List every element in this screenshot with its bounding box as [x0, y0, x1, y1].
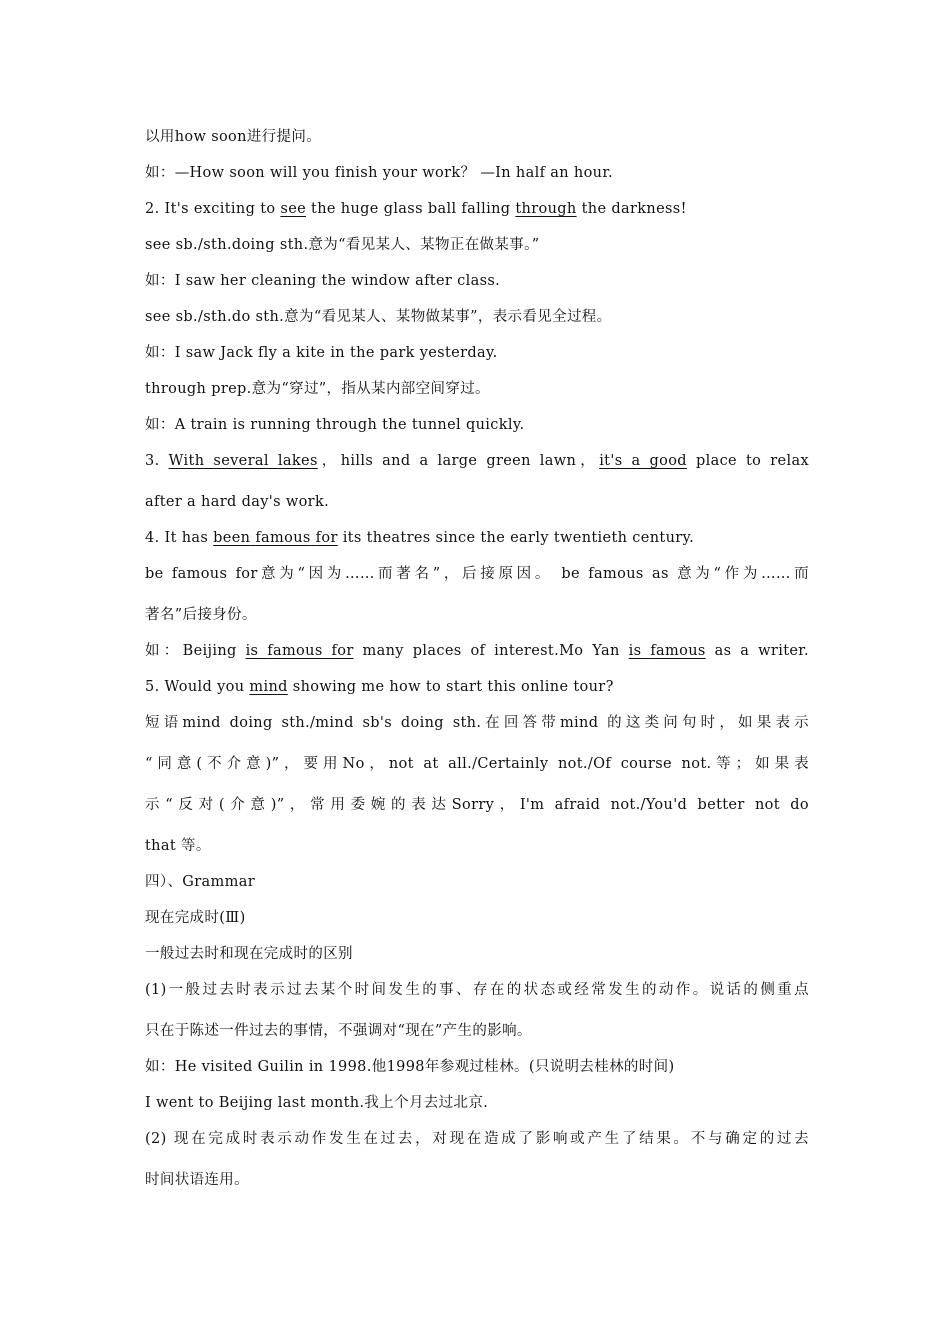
example-line: 如：I saw her cleaning the window after class.: [145, 273, 501, 289]
text-line: 以用how soon进行提问。: [145, 129, 322, 145]
underlined-phrase: famous: [650, 643, 706, 659]
underlined-phrase: good: [649, 453, 687, 469]
numbered-sentence-3: 3. With several lakes，hills and a large green lawn，it's a good place to relax: [145, 453, 809, 469]
underlined-phrase: With: [168, 453, 205, 469]
example-line: 如：A train is running through the tunnel quickly.: [145, 417, 525, 433]
underlined-phrase: mind: [249, 679, 288, 695]
underlined-phrase: been: [213, 530, 251, 546]
text-line: after a hard day's work.: [145, 494, 330, 510]
underlined-phrase: famous: [255, 530, 311, 546]
text-line: 只在于陈述一件过去的事情，不强调对“现在”产生的影响。: [145, 1023, 532, 1039]
subheading: 现在完成时(Ⅲ): [145, 910, 246, 926]
text-line: 时间状语连用。: [145, 1172, 249, 1188]
numbered-sentence-4: 4. It has been famous for its theatres since the early twentieth century.: [145, 530, 695, 546]
section-heading: 四）、Grammar: [145, 874, 255, 890]
underlined-phrase: for: [315, 530, 338, 546]
text-line: that 等。: [145, 838, 211, 854]
underlined-phrase: it's: [599, 453, 623, 469]
text-line: “同意(不介意)”，要用No，not at all./Certainly not./Of course not.等；如果表: [145, 756, 809, 772]
text-line: through prep.意为“穿过”，指从某内部空间穿过。: [145, 381, 490, 397]
text-line: see sb./sth.doing sth.意为“看见某人、某物正在做某事。”: [145, 237, 540, 253]
example-line: 如：Beijing is famous for many places of interest.Mo Yan is famous as a writer.: [145, 643, 809, 659]
example-line: 如：He visited Guilin in 1998.他1998年参观过桂林。(只说明去桂林的时间): [145, 1059, 675, 1075]
text-line: see sb./sth.do sth.意为“看见某人、某物做某事”，表示看见全过程。: [145, 309, 612, 325]
text-line: (2) 现在完成时表示动作发生在过去，对现在造成了影响或产生了结果。不与确定的过去: [145, 1131, 809, 1147]
example-line: 如：—How soon will you finish your work？ —In half an hour.: [145, 165, 614, 181]
underlined-phrase: is: [628, 643, 642, 659]
example-line: I went to Beijing last month.我上个月去过北京.: [145, 1095, 489, 1111]
text-line: be famous for意为“因为……而著名”，后接原因。 be famous as 意为“作为……而: [145, 566, 809, 582]
underlined-phrase: is: [245, 643, 259, 659]
text-line: 示“反对(介意)”，常用委婉的表达Sorry，I'm afraid not./You'd better not do: [145, 797, 809, 813]
numbered-sentence-5: 5. Would you mind showing me how to start this online tour?: [145, 679, 614, 695]
underlined-phrase: lakes: [277, 453, 318, 469]
subheading: 一般过去时和现在完成时的区别: [145, 946, 353, 962]
underlined-phrase: a: [631, 453, 641, 469]
underlined-phrase: for: [331, 643, 354, 659]
underlined-phrase: several: [213, 453, 269, 469]
text-line: 著名”后接身份。: [145, 607, 257, 623]
text-line: (1)一般过去时表示过去某个时间发生的事、存在的状态或经常发生的动作。说话的侧重点: [145, 982, 809, 998]
example-line: 如：I saw Jack fly a kite in the park yesterday.: [145, 345, 498, 361]
underlined-phrase: through: [515, 201, 577, 217]
underlined-phrase: famous: [267, 643, 323, 659]
numbered-sentence-2: 2. It's exciting to see the huge glass ball falling through the darkness!: [145, 201, 687, 217]
text-line: 短语mind doing sth./mind sb's doing sth.在回答带mind 的这类问句时，如果表示: [145, 715, 809, 731]
underlined-phrase: see: [280, 201, 307, 217]
